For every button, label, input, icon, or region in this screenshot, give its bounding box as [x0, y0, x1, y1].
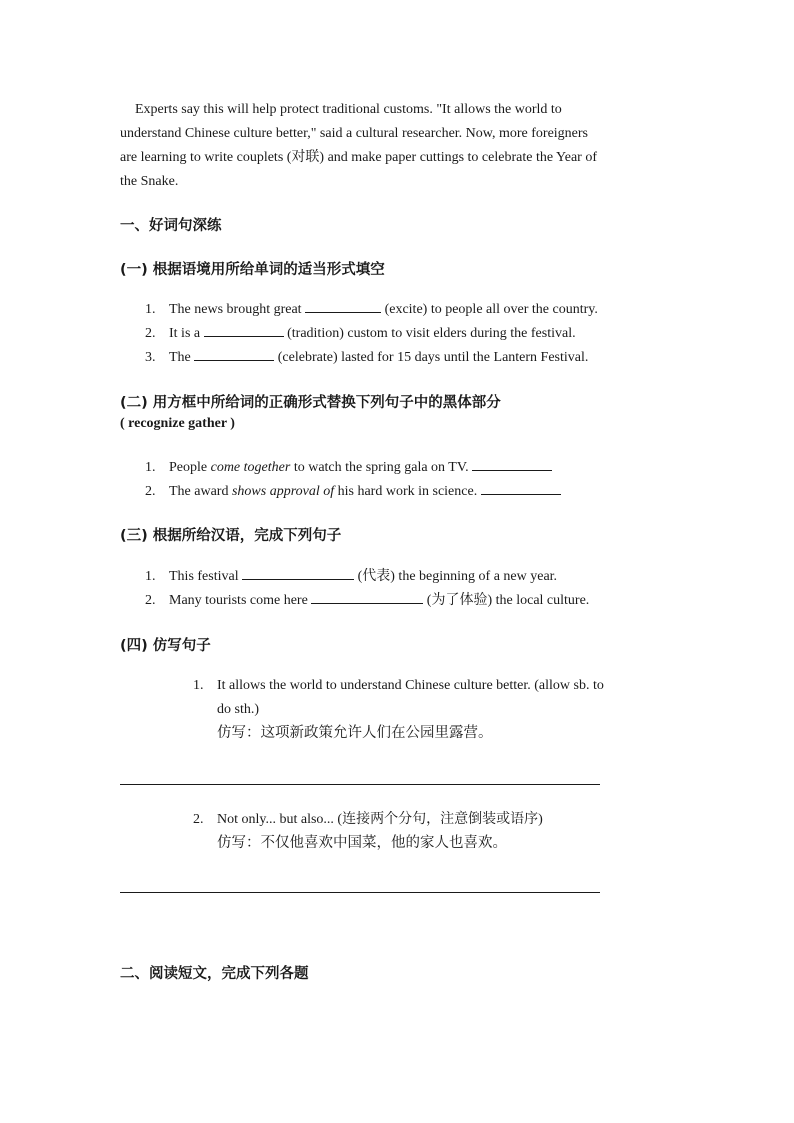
part-2-title: (二) 用方框中所给词的正确形式替换下列句子中的黑体部分: [120, 395, 501, 411]
intro-line-4: the Snake.: [120, 174, 179, 189]
answer-blank[interactable]: [305, 300, 381, 313]
part-2-item-2: 2. The award shows approval of his hard work in science.: [145, 482, 561, 502]
part-4-item-1: 1. It allows the world to understand Chinese culture better. (allow sb. to: [193, 678, 604, 693]
answer-blank[interactable]: [472, 458, 552, 471]
bold-phrase: come together: [210, 460, 291, 475]
intro-line-1: Experts say this will help protect traditional customs. "It allows the world to: [135, 102, 562, 117]
part-1-item-1: 1. The news brought great (excite) to people all over the country.: [145, 302, 598, 317]
section-2-title: 二、阅读短文，完成下列各题: [120, 966, 309, 982]
part-1-title: (一) 根据语境用所给单词的适当形式填空: [120, 262, 385, 278]
part-2-word-box: ( recognize gather ): [120, 416, 235, 431]
part-3-item-1: 1. This festival (代表) the beginning of a new year.: [145, 569, 558, 584]
answer-line[interactable]: [120, 784, 600, 785]
answer-blank[interactable]: [242, 567, 354, 580]
answer-line[interactable]: [120, 892, 600, 893]
part-3-item-2: 2. Many tourists come here (为了体验) the local culture.: [145, 593, 590, 608]
intro-paragraph: [120, 98, 676, 194]
intro-line-2: understand Chinese culture better," said a cultural researcher. Now, more foreigners: [120, 126, 589, 141]
part-1-item-3: 3. The (celebrate) lasted for 15 days until the Lantern Festival.: [145, 350, 589, 365]
section-1-title: 一、好词句深练: [120, 218, 222, 234]
part-4-title: (四) 仿写句子: [120, 638, 211, 654]
bold-phrase: shows approval of: [231, 484, 335, 499]
part-2-item-1: 1. People come together to watch the spring gala on TV.: [145, 458, 552, 478]
answer-blank[interactable]: [194, 348, 274, 361]
part-4-item-1-cont: do sth.): [217, 702, 259, 717]
part-4-item-1-prompt: 仿写：这项新政策允许人们在公园里露营。: [217, 725, 493, 741]
answer-blank[interactable]: [311, 591, 423, 604]
part-4-item-2: 2. Not only... but also... (连接两个分句，注意倒装或语序): [193, 812, 543, 827]
part-3-title: (三) 根据所给汉语，完成下列句子: [120, 528, 342, 544]
part-4-item-2-prompt: 仿写：不仅他喜欢中国菜，他的家人也喜欢。: [217, 835, 507, 851]
answer-blank[interactable]: [204, 324, 284, 337]
intro-line-3: are learning to write couplets (对联) and make paper cuttings to celebrate the Year of: [120, 150, 597, 165]
part-1-item-2: 2. It is a (tradition) custom to visit elders during the festival.: [145, 326, 576, 341]
answer-blank[interactable]: [481, 482, 561, 495]
